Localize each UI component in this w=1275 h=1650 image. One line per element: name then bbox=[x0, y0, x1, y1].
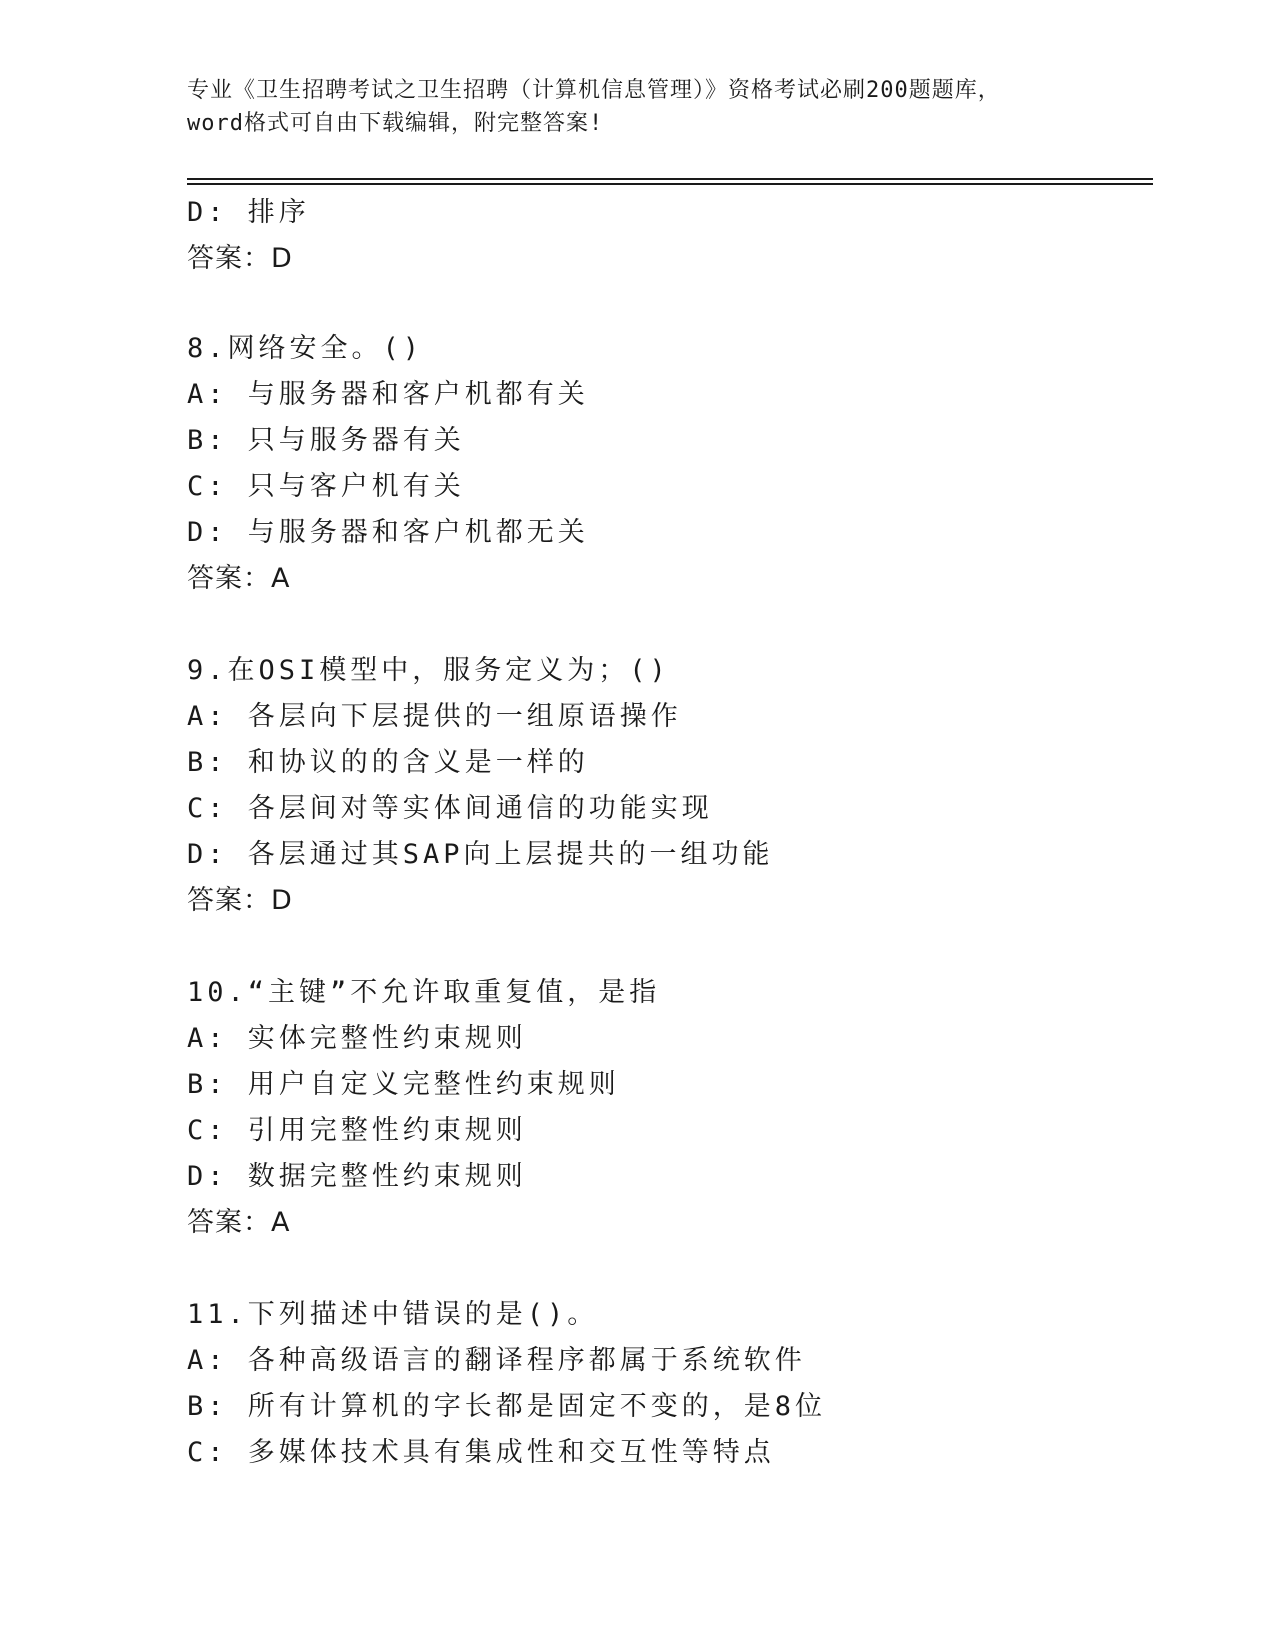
document-header bbox=[187, 74, 1087, 140]
question-answer: 答案：A bbox=[187, 563, 291, 594]
header-title-line-2: word格式可自由下载编辑，附完整答案! bbox=[187, 111, 604, 136]
question-9 bbox=[187, 648, 1147, 924]
question-8 bbox=[187, 326, 1147, 602]
option-c: C: 引用完整性约束规则 bbox=[187, 1115, 527, 1146]
question-answer: 答案：D bbox=[187, 885, 293, 916]
header-rule-bottom bbox=[187, 183, 1153, 185]
question-stem: 9.在OSI模型中，服务定义为；() bbox=[187, 655, 670, 686]
question-stem: 10.“主键”不允许取重复值，是指 bbox=[187, 977, 661, 1008]
option-c: C: 只与客户机有关 bbox=[187, 471, 465, 502]
option-b: B: 用户自定义完整性约束规则 bbox=[187, 1069, 620, 1100]
option-a: A: 实体完整性约束规则 bbox=[187, 1023, 527, 1054]
question-stem: 8.网络安全。() bbox=[187, 333, 424, 364]
option-d: D: 各层通过其SAP向上层提共的一组功能 bbox=[187, 839, 774, 870]
document-body bbox=[187, 190, 1147, 1476]
previous-question-answer: 答案：D bbox=[187, 243, 293, 274]
header-title-line-1: 专业《卫生招聘考试之卫生招聘（计算机信息管理）》资格考试必刷200题题库， bbox=[187, 78, 1001, 103]
option-c: C: 多媒体技术具有集成性和交互性等特点 bbox=[187, 1437, 775, 1468]
option-a: A: 各种高级语言的翻译程序都属于系统软件 bbox=[187, 1345, 806, 1376]
option-a: A: 与服务器和客户机都有关 bbox=[187, 379, 589, 410]
option-a: A: 各层向下层提供的一组原语操作 bbox=[187, 701, 682, 732]
option-b: B: 和协议的的含义是一样的 bbox=[187, 747, 589, 778]
question-11 bbox=[187, 1292, 1147, 1476]
option-c: C: 各层间对等实体间通信的功能实现 bbox=[187, 793, 713, 824]
option-b: B: 所有计算机的字长都是固定不变的，是8位 bbox=[187, 1391, 827, 1422]
previous-question-option-d: D: 排序 bbox=[187, 197, 310, 228]
question-answer: 答案：A bbox=[187, 1207, 291, 1238]
header-rule-top bbox=[187, 178, 1153, 180]
option-d: D: 与服务器和客户机都无关 bbox=[187, 517, 589, 548]
question-stem: 11.下列描述中错误的是()。 bbox=[187, 1299, 599, 1330]
question-10 bbox=[187, 970, 1147, 1246]
option-d: D: 数据完整性约束规则 bbox=[187, 1161, 527, 1192]
option-b: B: 只与服务器有关 bbox=[187, 425, 465, 456]
